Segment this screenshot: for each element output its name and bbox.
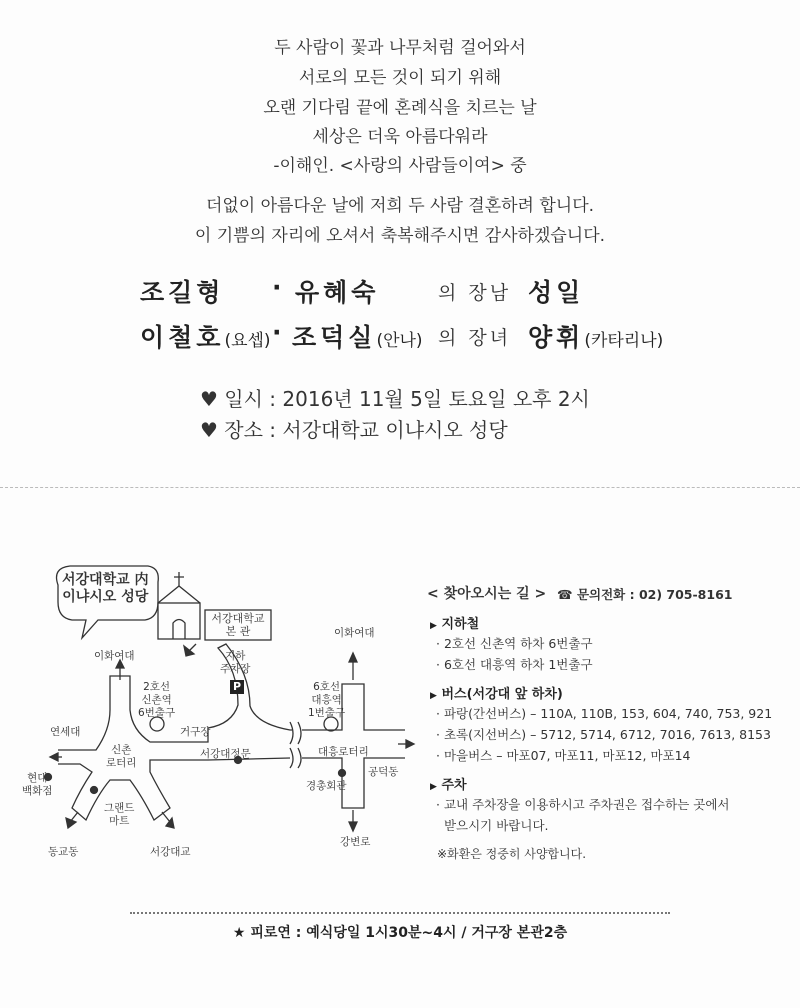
bride-name: 양휘(카타리나): [528, 323, 664, 352]
poem-line: 서로의 모든 것이 되기 위해: [298, 68, 502, 88]
message-line: 더없이 아름다운 날에 저희 두 사람 결혼하려 합니다.: [205, 196, 595, 216]
poem-line: 두 사람이 꽃과 나무처럼 걸어와서: [274, 38, 526, 58]
place-value: 서강대학교 이냐시오 성당: [282, 418, 508, 442]
map-label-gangbyeon: 강변로: [340, 836, 371, 848]
map-label-ewha-right: 이화여대: [334, 627, 375, 639]
map-label-exit6: 6호선 대흥역 1번출구: [308, 681, 346, 719]
bullet-icon: ▶: [430, 782, 437, 792]
section-subway-heading: ▶ 지하철: [430, 617, 480, 632]
map-label-hyundai: 현대 백화점: [22, 772, 53, 797]
bullet-icon: ▶: [430, 691, 437, 701]
poem-attribution: -이해인. <사랑의 사람들이여> 중: [273, 156, 527, 176]
heart-icon: ♥: [200, 418, 218, 442]
date-value: 2016년 11월 5일 토요일 오후 2시: [282, 387, 590, 411]
map-label-sogang-bridge: 서강대교: [150, 846, 191, 858]
bullet-icon: ▶: [430, 621, 437, 631]
flower-note: ※화환은 정중히 사양합니다.: [437, 847, 587, 861]
event-place: [200, 414, 508, 443]
bride-relation: 의 장녀: [438, 327, 512, 349]
map-label-gongdeok: 공덕동: [368, 766, 399, 778]
map-label-gyeongchong: 경총회관: [306, 780, 347, 792]
groom-relation: 의 장남: [438, 282, 512, 304]
phone-text: 문의전화 : 02) 705-8161: [576, 587, 733, 602]
map-label-donggyo: 동교동: [48, 846, 79, 858]
poem-line: 세상은 더욱 아름다워라: [312, 127, 488, 147]
map-label-daeheung: 대흥로터리: [318, 746, 369, 758]
star-icon: ★: [232, 925, 246, 941]
poem-line: 오랜 기다림 끝에 혼례식을 치르는 날: [263, 98, 537, 118]
bus-item: · 마을버스 – 마포07, 마포11, 마포12, 마포14: [436, 748, 691, 763]
reception-text: 피로연 : 예식당일 1시30분~4시 / 거구장 본관2층: [250, 925, 568, 941]
bus-item: · 초록(지선버스) – 5712, 5714, 6712, 7016, 7613, 8153: [436, 727, 771, 742]
date-label: 일시 :: [224, 387, 277, 411]
event-date: [200, 383, 590, 412]
subway-item: · 6호선 대흥역 하차 1번출구: [436, 657, 593, 672]
groom-mother-name: 유혜숙: [295, 278, 380, 307]
section-bus-heading: ▶ 버스(서강대 앞 하차): [430, 687, 563, 702]
bride-mother-name: 조덕실(안나): [292, 323, 423, 352]
map-label-geoguja: 거구장: [180, 726, 211, 738]
map-roads: [0, 490, 420, 890]
groom-name: 성일: [528, 278, 585, 307]
reception-info: [0, 922, 800, 942]
map-label-ewha-left: 이화여대: [94, 650, 135, 662]
parking-item: · 교내 주차장을 이용하시고 주차권은 접수하는 곳에서: [436, 797, 730, 812]
place-label: 장소 :: [224, 418, 277, 442]
heart-icon: ♥: [200, 387, 218, 411]
subway-item: · 2호선 신촌역 하차 6번출구: [436, 636, 593, 651]
map-callout: 서강대학교 内 이냐시오 성당: [62, 572, 149, 605]
groom-father-name: 조길형: [140, 278, 225, 307]
map-building-sign: 서강대학교 본 관: [211, 612, 265, 638]
bride-father-name: 이철호(요셉): [140, 323, 271, 352]
contact-phone: [557, 585, 732, 603]
location-map: [0, 490, 420, 890]
dot-separator: ·: [272, 273, 286, 302]
section-parking-heading: ▶ 주차: [430, 778, 467, 793]
message-line: 이 기쁨의 자리에 오셔서 축복해주시면 감사하겠습니다.: [194, 226, 606, 246]
dotted-divider: [130, 912, 670, 914]
bus-item: · 파랑(간선버스) – 110A, 110B, 153, 604, 740, 753, 921: [436, 706, 773, 721]
map-parking-label: 지하 주차장: [220, 650, 251, 675]
dot-separator: ·: [272, 318, 286, 347]
directions-title: < 찾아오시는 길 >: [427, 586, 547, 602]
map-label-grand-mart: 그랜드 마트: [104, 802, 135, 827]
parking-item: 받으시기 바랍니다.: [436, 818, 549, 833]
parking-icon: P: [230, 680, 244, 694]
phone-icon: ☎: [557, 587, 573, 602]
map-label-sinchon: 신촌 로터리: [106, 744, 137, 769]
fold-line: [0, 487, 800, 488]
map-label-yonsei: 연세대: [50, 726, 81, 738]
map-label-exit2: 2호선 신촌역 6번출구: [138, 681, 176, 719]
map-label-sogang-gate: 서강대정문: [200, 748, 251, 760]
